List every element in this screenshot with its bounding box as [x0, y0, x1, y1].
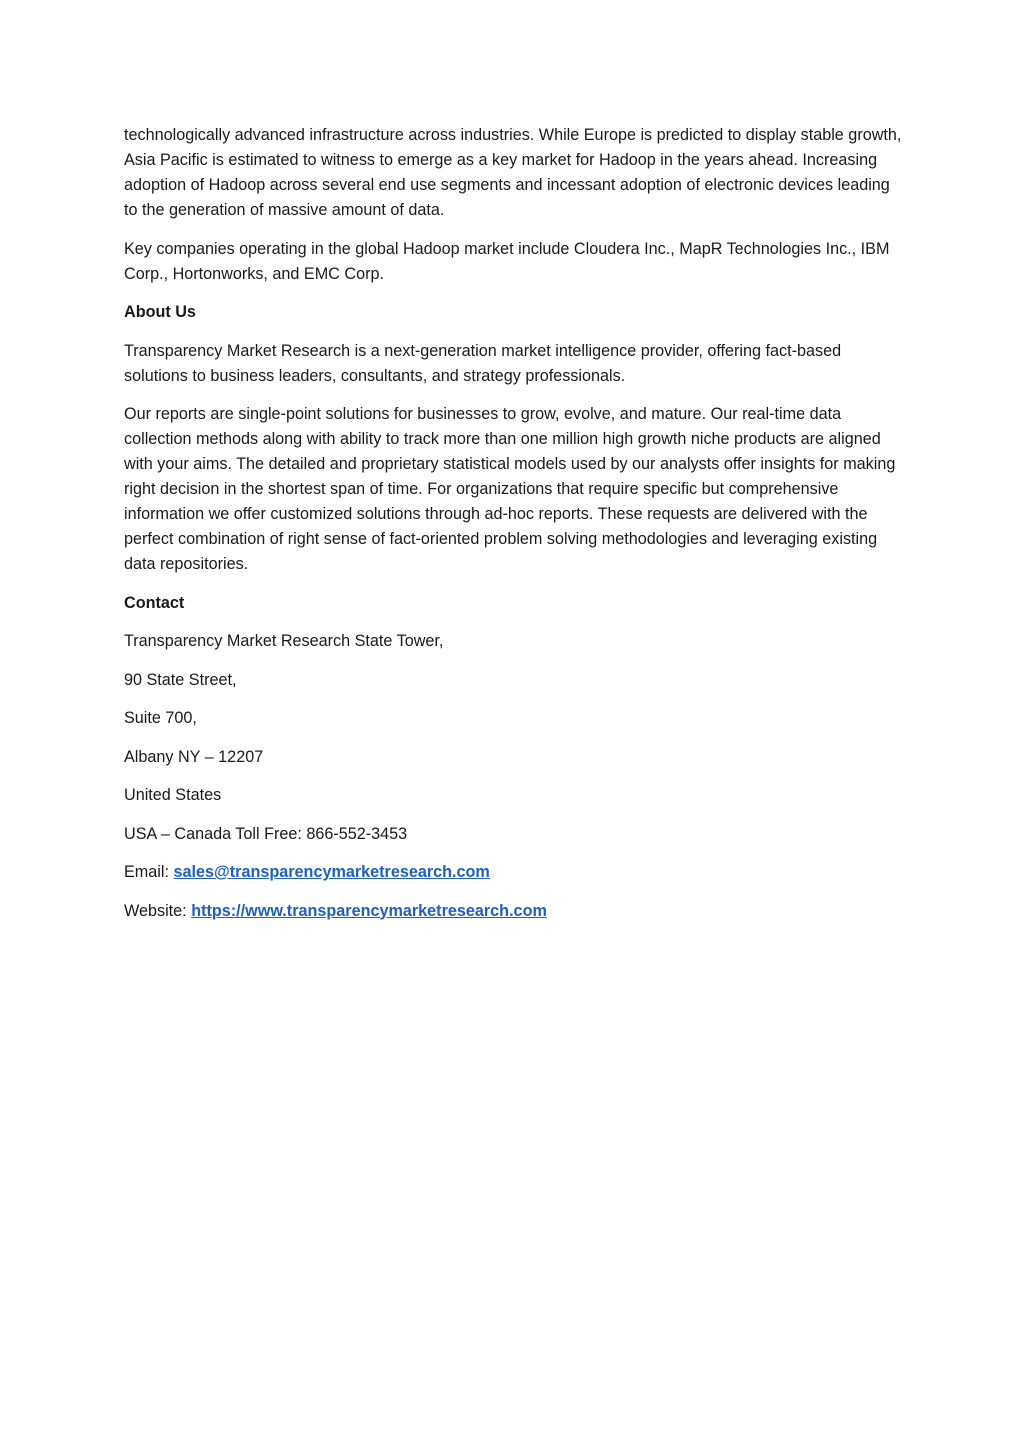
- key-companies-paragraph: Key companies operating in the global Hadoop market include Cloudera Inc., MapR Technologies Inc., IBM Corp., Hortonworks, and EMC Corp.: [124, 239, 890, 283]
- contact-address-line-5: United States: [124, 786, 222, 804]
- website-label: Website:: [124, 901, 192, 920]
- email-link[interactable]: sales@transparencymarketresearch.com: [173, 863, 490, 881]
- contact-address-line-3: Suite 700,: [124, 709, 197, 727]
- contact-address-line-4: Albany NY – 12207: [124, 747, 264, 766]
- contact-toll-free: USA – Canada Toll Free: 866-552-3453: [124, 824, 408, 843]
- email-label: Email:: [124, 863, 174, 881]
- about-us-paragraph-1: Transparency Market Research is a next-generation market intelligence provider, offering fact-based solutions to business leaders, consultants, and strategy professionals.: [124, 341, 842, 385]
- intro-continuation-paragraph: technologically advanced infrastructure across industries. While Europe is predicted to display stable growth, Asia Pacific is estimated to witness to emerge as a key market for Hadoop in the years ahead. Increasing adoption of Hadoop across several end use segments and incessant adoption of electronic devices leading to the generation of massive amount of data.: [124, 126, 902, 219]
- document-page: [124, 123, 904, 937]
- about-us-heading: About Us: [124, 303, 196, 321]
- contact-address-line-2: 90 State Street,: [124, 670, 237, 689]
- contact-email-row: [124, 860, 904, 885]
- contact-website-row: [124, 899, 904, 924]
- contact-heading: Contact: [124, 593, 185, 612]
- contact-address-line-1: Transparency Market Research State Tower,: [124, 632, 444, 650]
- website-link[interactable]: https://www.transparencymarketresearch.com: [191, 901, 547, 920]
- about-us-paragraph-2: Our reports are single-point solutions for businesses to grow, evolve, and mature. Our real-time data collection methods along with ability to track more than one million high growth niche products are aligned with your aims. The detailed and proprietary statistical models used by our analysts offer insights for making right decision in the shortest span of time. For organizations that require specific but comprehensive information we offer customized solutions through ad-hoc reports. These requests are delivered with the perfect combination of right sense of fact-oriented problem solving methodologies and leveraging existing data repositories.: [124, 405, 896, 573]
